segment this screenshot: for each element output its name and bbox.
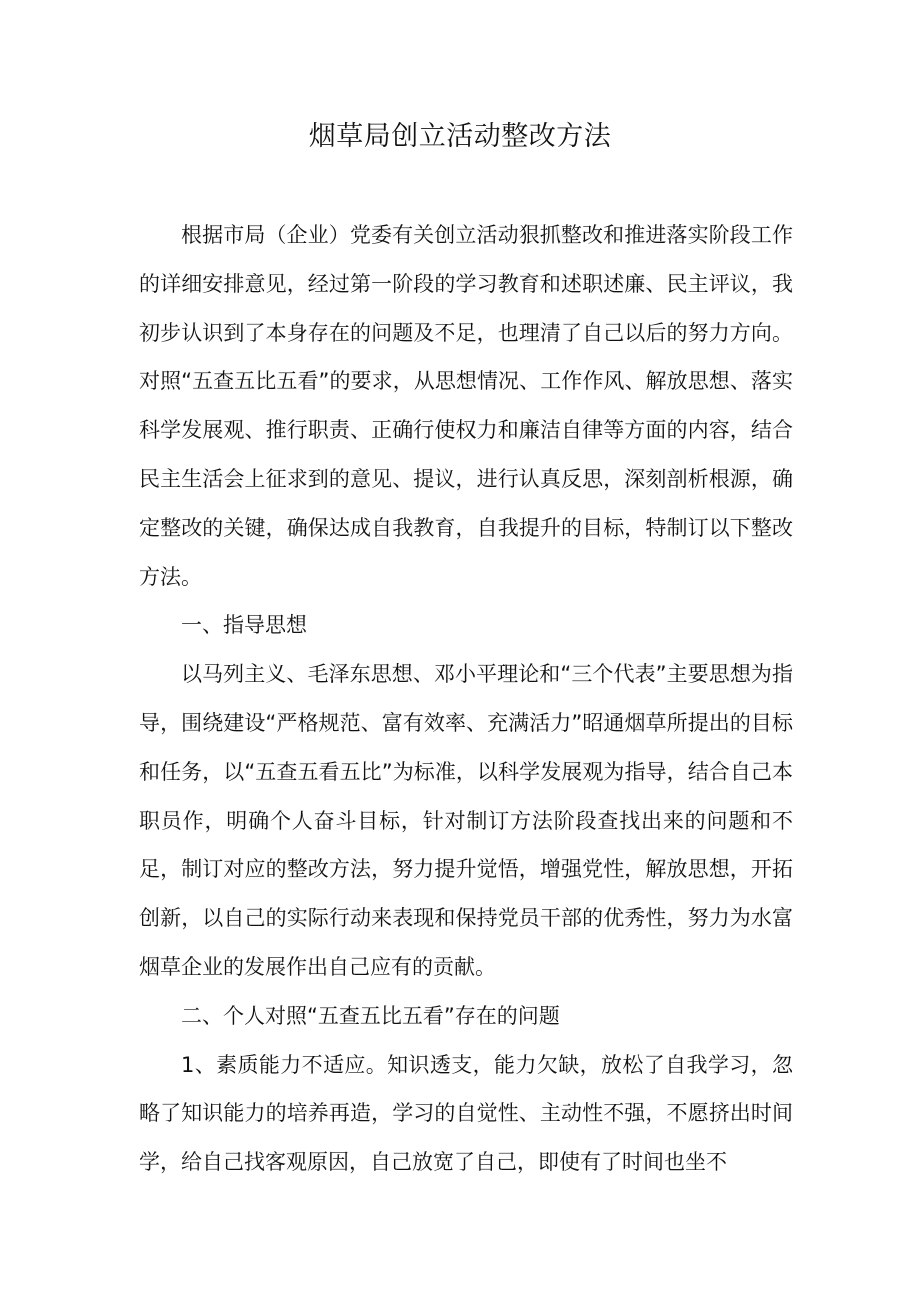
heading-personal-problems: 二、个人对照“五查五比五看”存在的问题 [181,1003,560,1028]
paragraph-intro: 根据市局（企业）党委有关创立活动狠抓整改和推进落实阶段工作的详细安排意见，经过第一阶段的学习教育和述职述廉、民主评议，我初步认识到了本身存在的问题及不足，也理清了自己以后的努力方向。对照“五查五比五看”的要求，从思想情况、工作作风、解放思想、落实科学发展观、推行职责、正确行使权力和廉洁自律等方面的内容，结合民主生活会上征求到的意见、提议，进行认真反思，深刻剖析根源，确定整改的关键，确保达成自我教育，自我提升的目标，特制订以下整改方法。 [139,223,793,589]
heading-guiding-ideology: 一、指导思想 [181,613,307,638]
paragraph-guiding-ideology: 以马列主义、毛泽东思想、邓小平理论和“三个代表”主要思想为指导，围绕建设“严格规范、富有效率、充满活力”昭通烟草所提出的目标和任务，以“五查五看五比”为标准，以科学发展观为指导，结合自己本职员作，明确个人奋斗目标，针对制订方法阶段查找出来的问题和不足，制订对应的整改方法，努力提升觉悟，增强党性，解放思想，开拓创新，以自己的实际行动来表现和保持党员干部的优秀性，努力为水富烟草企业的发展作出自己应有的贡献。 [139,662,793,979]
paragraph-problem-1: 1、素质能力不适应。知识透支，能力欠缺，放松了自我学习，忽略了知识能力的培养再造，学习的自觉性、主动性不强，不愿挤出时间学，给自己找客观原因，自己放宽了自己，即使有了时间也坐不 [139,1052,793,1175]
document-body [139,211,793,1187]
document-title: 烟草局创立活动整改方法 [308,121,612,152]
